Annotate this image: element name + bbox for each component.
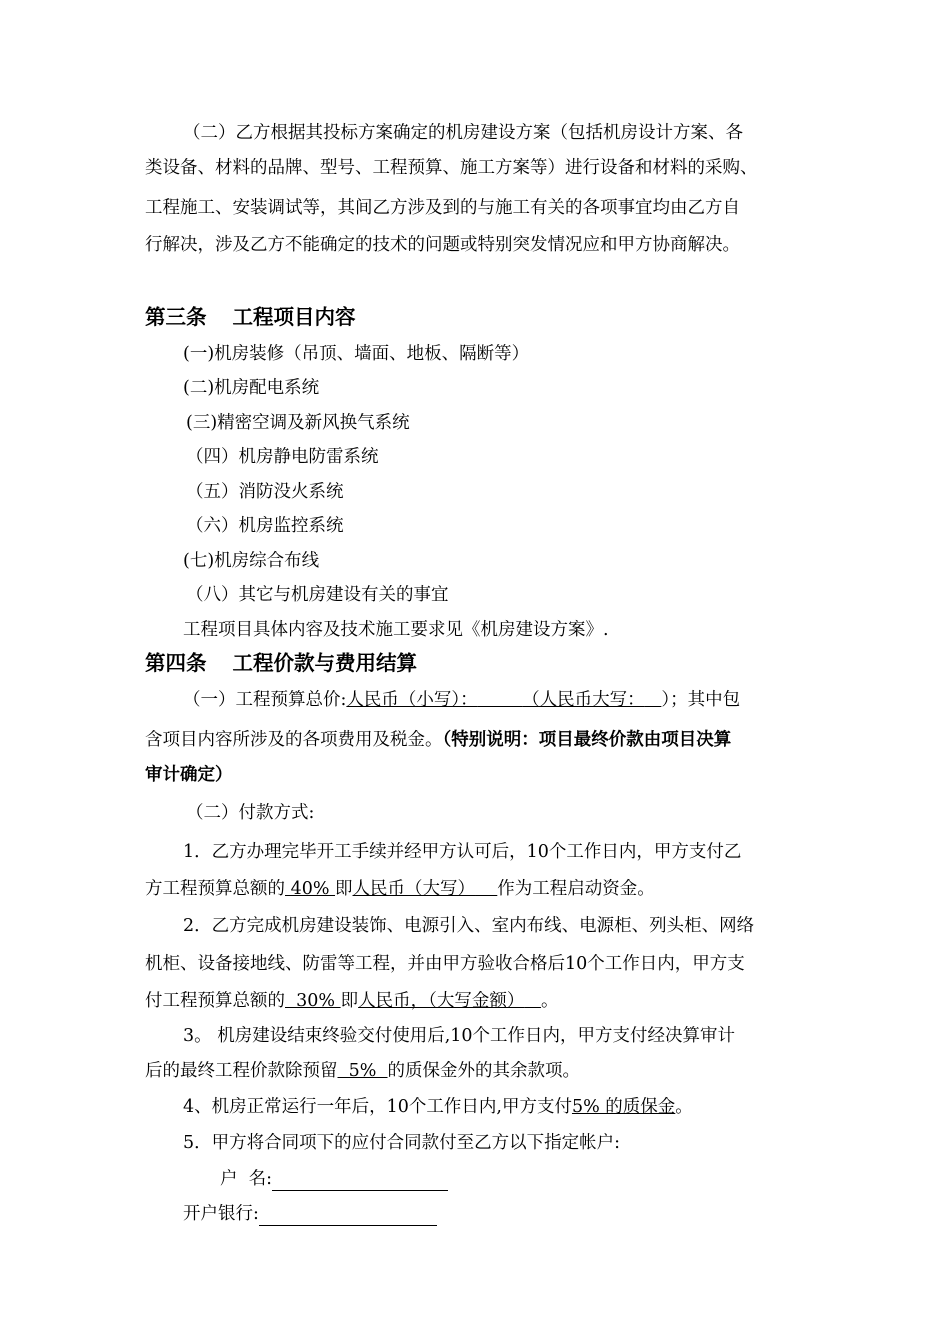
percent-value: 40% xyxy=(285,879,336,899)
special-note: （特别说明：项目最终价款由项目决算 xyxy=(442,730,732,750)
article-number: 第三条 xyxy=(145,305,207,329)
list-item: (一)机房装修（吊顶、墙面、地板、隔断等） xyxy=(183,344,530,364)
list-item: (七)机房综合布线 xyxy=(183,551,320,571)
bank-label: 开户银行: xyxy=(183,1204,259,1224)
article-4-heading xyxy=(145,649,417,677)
payment-clause-3-cont: 后的最终工程价款除预留 5% 的质保金外的其余款项。 xyxy=(145,1061,581,1081)
paragraph-line: （二）乙方根据其投标方案确定的机房建设方案（包括机房设计方案、各 xyxy=(183,123,743,143)
special-note-cont: 审计确定） xyxy=(145,765,233,785)
budget-prefix: （一）工程预算总价: xyxy=(183,690,347,710)
paragraph-line: 工程施工、安装调试等，其间乙方涉及到的与施工有关的各项事宜均由乙方自 xyxy=(145,198,740,218)
account-name-row xyxy=(220,1167,448,1191)
rmb-amount-field: 人民币（大写） xyxy=(352,879,476,899)
payment-clause-4: 4、机房正常运行一年后，10个工作日内,甲方支付5% 的质保金。 xyxy=(183,1097,693,1117)
payment-heading: （二）付款方式: xyxy=(186,803,315,823)
list-item: （四）机房静电防雷系统 xyxy=(186,447,379,467)
rmb-small-label: 人民币（小写）： （人民币大写： xyxy=(346,690,645,710)
account-name-label: 户 名: xyxy=(220,1169,273,1189)
bank-row xyxy=(183,1202,437,1226)
list-item: (二)机房配电系统 xyxy=(183,378,320,398)
payment-clause-2-cont: 付工程预算总额的 30% 即人民币，（大写金额） 。 xyxy=(145,991,559,1011)
list-item: （五）消防没火系统 xyxy=(186,482,344,502)
payment-clause-1: 1．乙方办理完毕开工手续并经甲方认可后，10个工作日内，甲方支付乙 xyxy=(183,842,742,862)
article-title: 工程价款与费用结算 xyxy=(232,651,417,675)
rmb-amount-field: 人民币，（大写金额） xyxy=(358,991,525,1011)
warranty-amount: 5% 的质保金 xyxy=(571,1097,676,1117)
budget-line-2 xyxy=(145,728,731,752)
article-title: 工程项目内容 xyxy=(232,305,356,329)
percent-value: 30% xyxy=(285,991,341,1011)
paragraph-line: 类设备、材料的品牌、型号、工程预算、施工方案等）进行设备和材料的采购、 xyxy=(145,158,758,178)
payment-clause-3: 3。 机房建设结束终验交付使用后,10个工作日内，甲方支付经决算审计 xyxy=(183,1026,736,1046)
list-item: (三)精密空调及新风换气系统 xyxy=(186,413,410,433)
budget-tax-text: 含项目内容所涉及的各项费用及税金。 xyxy=(145,730,443,750)
percent-value: 5% xyxy=(337,1061,388,1081)
payment-clause-2: 2．乙方完成机房建设装饰、电源引入、室内布线、电源柜、列头柜、网络 xyxy=(183,916,755,936)
budget-suffix: ）；其中包 xyxy=(661,690,741,710)
article-3-heading xyxy=(145,303,356,331)
bank-field[interactable] xyxy=(259,1206,437,1226)
payment-clause-2-cont: 机柜、设备接地线、防雷等工程，并由甲方验收合格后10个工作日内，甲方支 xyxy=(145,954,745,974)
paragraph-line: 行解决，涉及乙方不能确定的技术的问题或特别突发情况应和甲方协商解决。 xyxy=(145,235,740,255)
account-name-field[interactable] xyxy=(272,1171,448,1191)
article-3-note: 工程项目具体内容及技术施工要求见《机房建设方案》. xyxy=(183,620,609,640)
list-item: （六）机房监控系统 xyxy=(186,516,344,536)
payment-clause-1-cont: 方工程预算总额的 40% 即人民币（大写） 作为工程启动资金。 xyxy=(145,879,655,899)
article-number: 第四条 xyxy=(145,651,207,675)
list-item: （八）其它与机房建设有关的事宜 xyxy=(186,585,449,605)
payment-clause-5: 5．甲方将合同项下的应付合同款付至乙方以下指定帐户: xyxy=(183,1133,621,1153)
budget-line xyxy=(183,688,740,712)
